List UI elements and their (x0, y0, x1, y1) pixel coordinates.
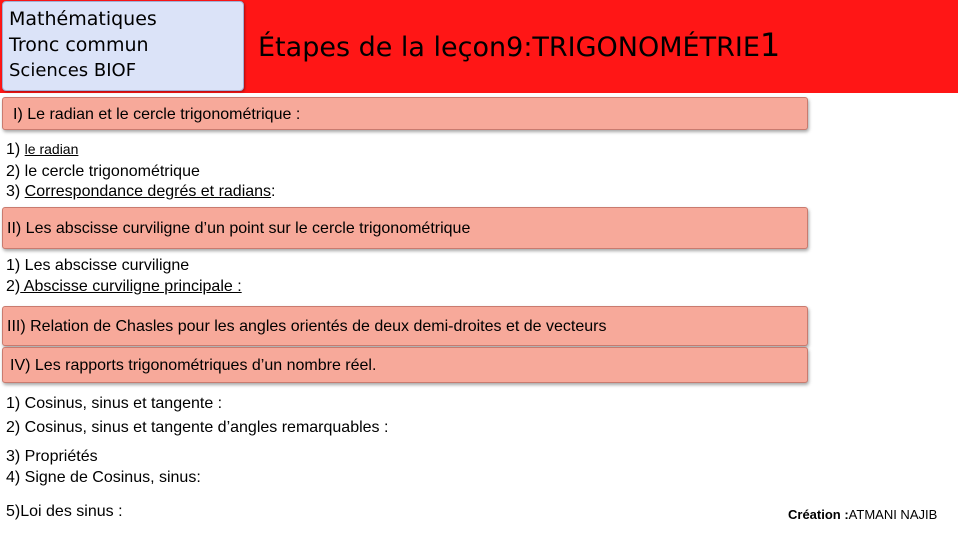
track-label: Sciences BIOF (9, 60, 137, 81)
lesson-number: 1 (759, 26, 781, 64)
subject-box (2, 1, 244, 91)
item-prefix: 2) (6, 278, 21, 295)
section-2-item-2 (6, 278, 242, 296)
item-text: 1) Les abscisse curviligne (6, 257, 190, 274)
section-4-item-2 (6, 419, 388, 437)
section-4-item-1 (6, 395, 222, 413)
section-4-item-4 (6, 469, 201, 487)
section-2-title: II) Les abscisse curviligne d’un point sur le cercle trigonométrique (7, 220, 471, 237)
section-1-item-1 (6, 141, 78, 159)
section-1-item-3 (6, 183, 276, 201)
item-suffix: : (271, 183, 276, 200)
item-text: Abscisse curviligne principale : (20, 278, 242, 295)
item-prefix: 2) le (6, 163, 38, 180)
item-text: Correspondance degrés et radians (24, 183, 272, 200)
item-text: 5)Loi des sinus : (6, 503, 123, 520)
section-4-title: IV) Les rapports trigonométriques d’un nombre réel. (10, 357, 377, 374)
credit-name: ATMANI NAJIB (848, 507, 938, 522)
section-4-item-5 (6, 503, 123, 521)
item-text: 1) Cosinus, sinus et tangente : (6, 395, 223, 412)
item-prefix: 3) (6, 183, 25, 200)
section-4-bar (2, 347, 808, 383)
section-1-item-2 (6, 163, 200, 181)
section-1-title: I) Le radian et le cercle trigonométrique : (13, 106, 301, 123)
item-text: 2) Cosinus, sinus et tangente d’angles remarquables : (6, 419, 389, 436)
item-text: cercle trigonométrique (37, 163, 200, 180)
author-credit (788, 507, 937, 522)
section-3-bar (2, 306, 808, 346)
section-1-bar (2, 97, 808, 130)
section-4-item-3 (6, 448, 98, 466)
section-2-item-1 (6, 257, 189, 275)
item-prefix: 1) (6, 141, 25, 158)
credit-label: Création : (788, 507, 849, 522)
lesson-title-text: Étapes de la leçon9:TRIGONOMÉTRIE (258, 32, 760, 63)
lesson-title (258, 26, 780, 64)
subject-label: Mathématiques (9, 8, 157, 30)
level-label: Tronc commun (9, 34, 149, 56)
item-text: 3) Propriétés (6, 448, 98, 465)
section-3-title: III) Relation de Chasles pour les angles orientés de deux demi-droites et de vecteurs (7, 318, 607, 335)
item-text: le radian (24, 141, 79, 157)
item-text: 4) Signe de Cosinus, sinus: (6, 469, 201, 486)
section-2-bar (2, 207, 808, 249)
